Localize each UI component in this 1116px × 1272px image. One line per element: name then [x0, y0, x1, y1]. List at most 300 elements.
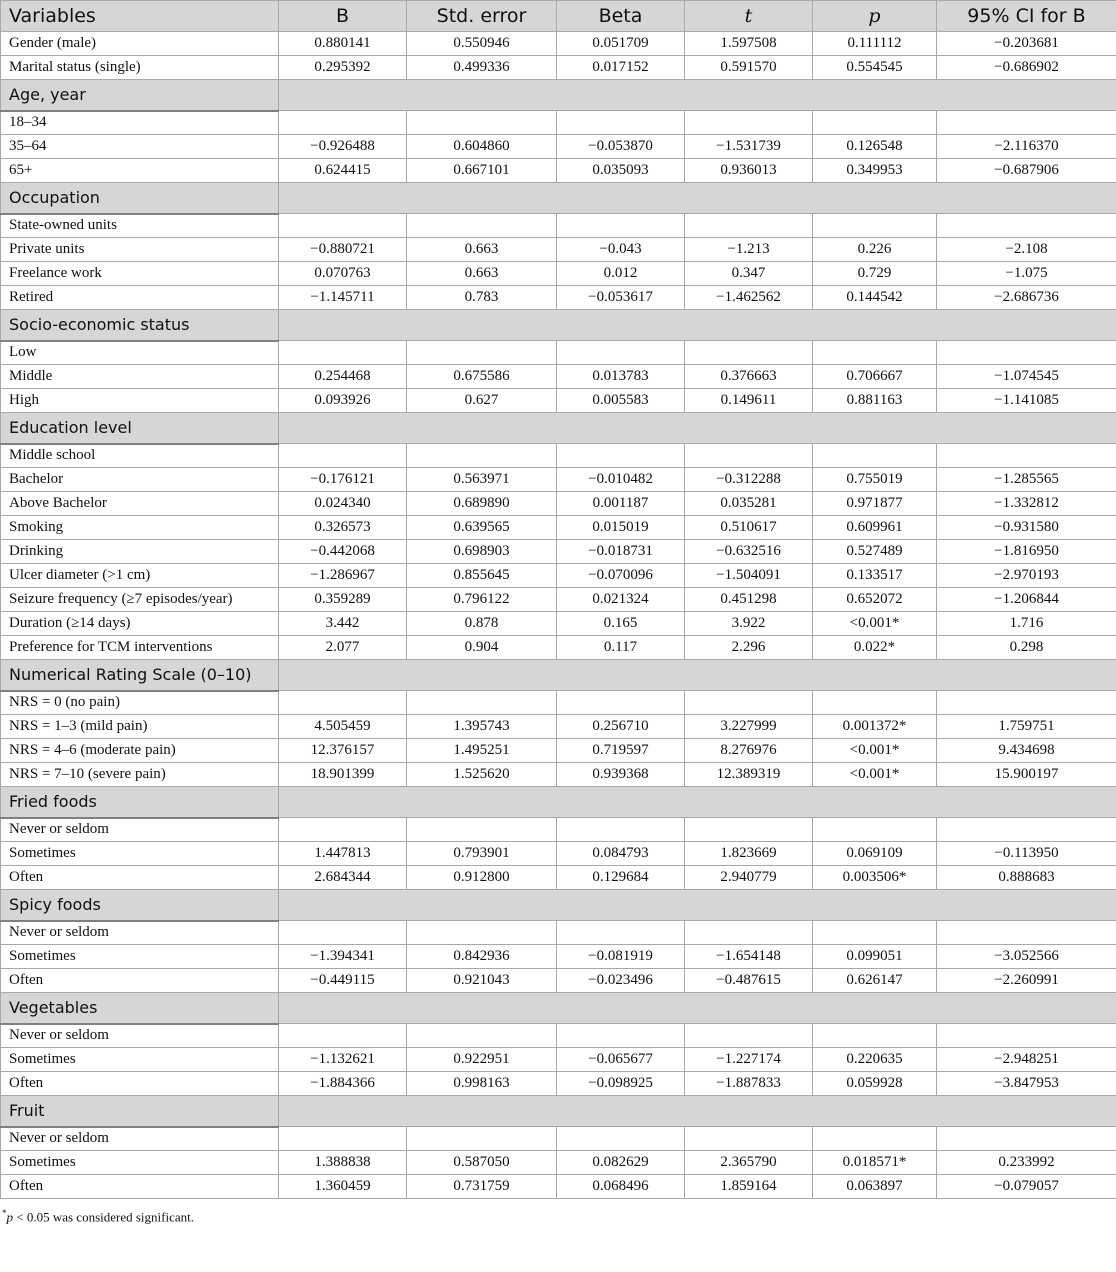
- b-cell: 1.360459: [279, 1175, 407, 1199]
- variable-cell: NRS = 0 (no pain): [1, 691, 279, 715]
- beta-cell: 0.005583: [557, 389, 685, 413]
- section-fill: [279, 310, 1116, 341]
- variable-cell: Sometimes: [1, 1151, 279, 1175]
- table-row: [1, 763, 1116, 787]
- t-cell: −1.213: [685, 238, 813, 262]
- p-cell: 0.111112: [813, 32, 937, 56]
- std-error-cell: 0.878: [407, 612, 557, 636]
- table-row: [1, 866, 1116, 890]
- b-cell: [279, 921, 407, 945]
- t-cell: [685, 818, 813, 842]
- ci-cell: 0.233992: [937, 1151, 1116, 1175]
- section-label: Occupation: [1, 183, 279, 214]
- t-cell: −1.654148: [685, 945, 813, 969]
- p-cell: 0.226: [813, 238, 937, 262]
- t-cell: [685, 691, 813, 715]
- t-cell: 0.347: [685, 262, 813, 286]
- variable-cell: NRS = 7–10 (severe pain): [1, 763, 279, 787]
- variable-cell: Sometimes: [1, 1048, 279, 1072]
- header-b: B: [279, 1, 407, 32]
- variable-cell: Freelance work: [1, 262, 279, 286]
- variable-cell: 65+: [1, 159, 279, 183]
- ci-cell: −3.847953: [937, 1072, 1116, 1096]
- std-error-cell: 0.698903: [407, 540, 557, 564]
- variable-cell: Ulcer diameter (>1 cm): [1, 564, 279, 588]
- variable-cell: Seizure frequency (≥7 episodes/year): [1, 588, 279, 612]
- std-error-cell: [407, 691, 557, 715]
- beta-cell: [557, 1127, 685, 1151]
- ci-cell: −0.686902: [937, 56, 1116, 80]
- p-cell: 0.063897: [813, 1175, 937, 1199]
- section-fill: [279, 413, 1116, 444]
- header-95-ci: 95% CI for B: [937, 1, 1116, 32]
- variable-cell: 18–34: [1, 111, 279, 135]
- ci-cell: [937, 1024, 1116, 1048]
- b-cell: 0.880141: [279, 32, 407, 56]
- table-row: [1, 135, 1116, 159]
- section-row: [1, 660, 1116, 691]
- b-cell: −0.880721: [279, 238, 407, 262]
- ci-cell: −1.206844: [937, 588, 1116, 612]
- ci-cell: −0.687906: [937, 159, 1116, 183]
- b-cell: 0.070763: [279, 262, 407, 286]
- p-cell: 0.755019: [813, 468, 937, 492]
- t-cell: [685, 444, 813, 468]
- beta-cell: 0.021324: [557, 588, 685, 612]
- variable-cell: Sometimes: [1, 842, 279, 866]
- std-error-cell: [407, 111, 557, 135]
- beta-cell: 0.084793: [557, 842, 685, 866]
- p-cell: 0.609961: [813, 516, 937, 540]
- footnote-text: < 0.05 was considered significant.: [13, 1209, 194, 1225]
- ci-cell: −0.113950: [937, 842, 1116, 866]
- std-error-cell: 1.525620: [407, 763, 557, 787]
- variable-cell: Never or seldom: [1, 921, 279, 945]
- b-cell: −0.926488: [279, 135, 407, 159]
- variable-cell: Sometimes: [1, 945, 279, 969]
- ci-cell: −2.970193: [937, 564, 1116, 588]
- p-cell: [813, 111, 937, 135]
- header-t: t: [685, 1, 813, 32]
- t-cell: 0.035281: [685, 492, 813, 516]
- b-cell: 0.624415: [279, 159, 407, 183]
- t-cell: −0.312288: [685, 468, 813, 492]
- header-row: [1, 1, 1116, 32]
- std-error-cell: 0.783: [407, 286, 557, 310]
- p-cell: <0.001*: [813, 612, 937, 636]
- t-cell: −0.487615: [685, 969, 813, 993]
- std-error-cell: 0.793901: [407, 842, 557, 866]
- b-cell: 1.388838: [279, 1151, 407, 1175]
- beta-cell: 0.017152: [557, 56, 685, 80]
- beta-cell: −0.043: [557, 238, 685, 262]
- ci-cell: 9.434698: [937, 739, 1116, 763]
- section-label: Spicy foods: [1, 890, 279, 921]
- p-cell: 0.099051: [813, 945, 937, 969]
- table-row: [1, 1024, 1116, 1048]
- t-cell: 0.376663: [685, 365, 813, 389]
- variable-cell: NRS = 1–3 (mild pain): [1, 715, 279, 739]
- p-cell: <0.001*: [813, 739, 937, 763]
- std-error-cell: 0.604860: [407, 135, 557, 159]
- variable-cell: Above Bachelor: [1, 492, 279, 516]
- std-error-cell: 0.587050: [407, 1151, 557, 1175]
- ci-cell: −2.260991: [937, 969, 1116, 993]
- b-cell: [279, 1127, 407, 1151]
- std-error-cell: 0.998163: [407, 1072, 557, 1096]
- ci-cell: [937, 111, 1116, 135]
- variable-cell: Middle: [1, 365, 279, 389]
- table-row: [1, 365, 1116, 389]
- table-row: [1, 1127, 1116, 1151]
- section-label: Vegetables: [1, 993, 279, 1024]
- ci-cell: −2.116370: [937, 135, 1116, 159]
- section-fill: [279, 993, 1116, 1024]
- beta-cell: −0.070096: [557, 564, 685, 588]
- std-error-cell: 0.627: [407, 389, 557, 413]
- p-cell: [813, 1127, 937, 1151]
- variable-cell: Bachelor: [1, 468, 279, 492]
- p-cell: [813, 214, 937, 238]
- b-cell: 2.077: [279, 636, 407, 660]
- section-fill: [279, 787, 1116, 818]
- table-row: [1, 969, 1116, 993]
- t-cell: 1.859164: [685, 1175, 813, 1199]
- ci-cell: −2.108: [937, 238, 1116, 262]
- variable-cell: NRS = 4–6 (moderate pain): [1, 739, 279, 763]
- p-cell: [813, 341, 937, 365]
- section-row: [1, 80, 1116, 111]
- t-cell: 2.940779: [685, 866, 813, 890]
- ci-cell: −0.203681: [937, 32, 1116, 56]
- variable-cell: 35–64: [1, 135, 279, 159]
- variable-cell: Never or seldom: [1, 1127, 279, 1151]
- p-cell: 0.527489: [813, 540, 937, 564]
- t-cell: 2.365790: [685, 1151, 813, 1175]
- b-cell: 0.093926: [279, 389, 407, 413]
- t-cell: 3.227999: [685, 715, 813, 739]
- table-row: [1, 238, 1116, 262]
- ci-cell: −2.686736: [937, 286, 1116, 310]
- section-row: [1, 183, 1116, 214]
- table-row: [1, 921, 1116, 945]
- b-cell: 1.447813: [279, 842, 407, 866]
- std-error-cell: [407, 1024, 557, 1048]
- table-row: [1, 159, 1116, 183]
- table-row: [1, 945, 1116, 969]
- b-cell: 0.254468: [279, 365, 407, 389]
- ci-cell: −1.074545: [937, 365, 1116, 389]
- table-row: [1, 588, 1116, 612]
- variable-cell: High: [1, 389, 279, 413]
- section-fill: [279, 1096, 1116, 1127]
- ci-cell: −1.816950: [937, 540, 1116, 564]
- beta-cell: 0.939368: [557, 763, 685, 787]
- beta-cell: [557, 1024, 685, 1048]
- table-row: [1, 262, 1116, 286]
- p-cell: <0.001*: [813, 763, 937, 787]
- p-cell: 0.971877: [813, 492, 937, 516]
- section-row: [1, 1096, 1116, 1127]
- variable-cell: Never or seldom: [1, 818, 279, 842]
- ci-cell: 0.298: [937, 636, 1116, 660]
- b-cell: 2.684344: [279, 866, 407, 890]
- b-cell: −1.394341: [279, 945, 407, 969]
- header-p: p: [813, 1, 937, 32]
- std-error-cell: 1.495251: [407, 739, 557, 763]
- header-beta: Beta: [557, 1, 685, 32]
- t-cell: 1.823669: [685, 842, 813, 866]
- variable-cell: Often: [1, 969, 279, 993]
- table-row: [1, 516, 1116, 540]
- footnote-marker: *: [2, 1208, 7, 1218]
- table-row: [1, 612, 1116, 636]
- std-error-cell: 0.663: [407, 238, 557, 262]
- std-error-cell: 0.796122: [407, 588, 557, 612]
- p-cell: 0.126548: [813, 135, 937, 159]
- b-cell: 0.326573: [279, 516, 407, 540]
- variable-cell: Preference for TCM interventions: [1, 636, 279, 660]
- std-error-cell: 0.667101: [407, 159, 557, 183]
- variable-cell: Never or seldom: [1, 1024, 279, 1048]
- beta-cell: 0.015019: [557, 516, 685, 540]
- b-cell: [279, 111, 407, 135]
- beta-cell: 0.001187: [557, 492, 685, 516]
- t-cell: 8.276976: [685, 739, 813, 763]
- beta-cell: −0.053870: [557, 135, 685, 159]
- std-error-cell: 0.663: [407, 262, 557, 286]
- section-fill: [279, 80, 1116, 111]
- t-cell: 2.296: [685, 636, 813, 660]
- footnote: [2, 1208, 1116, 1225]
- p-cell: 0.069109: [813, 842, 937, 866]
- t-cell: −1.462562: [685, 286, 813, 310]
- variable-cell: Retired: [1, 286, 279, 310]
- table-row: [1, 636, 1116, 660]
- std-error-cell: 0.550946: [407, 32, 557, 56]
- p-cell: [813, 444, 937, 468]
- ci-cell: −3.052566: [937, 945, 1116, 969]
- variable-cell: Duration (≥14 days): [1, 612, 279, 636]
- ci-cell: 1.716: [937, 612, 1116, 636]
- section-row: [1, 310, 1116, 341]
- beta-cell: 0.256710: [557, 715, 685, 739]
- beta-cell: −0.018731: [557, 540, 685, 564]
- std-error-cell: 0.563971: [407, 468, 557, 492]
- table-row: [1, 32, 1116, 56]
- beta-cell: 0.719597: [557, 739, 685, 763]
- p-cell: 0.059928: [813, 1072, 937, 1096]
- p-cell: 0.706667: [813, 365, 937, 389]
- t-cell: 0.451298: [685, 588, 813, 612]
- p-cell: 0.144542: [813, 286, 937, 310]
- b-cell: [279, 691, 407, 715]
- b-cell: 4.505459: [279, 715, 407, 739]
- section-label: Education level: [1, 413, 279, 444]
- p-cell: [813, 1024, 937, 1048]
- t-cell: −0.632516: [685, 540, 813, 564]
- table-row: [1, 564, 1116, 588]
- t-cell: [685, 214, 813, 238]
- b-cell: −1.145711: [279, 286, 407, 310]
- section-row: [1, 993, 1116, 1024]
- variable-cell: Often: [1, 1072, 279, 1096]
- table-row: [1, 286, 1116, 310]
- beta-cell: 0.012: [557, 262, 685, 286]
- std-error-cell: 0.922951: [407, 1048, 557, 1072]
- table-row: [1, 214, 1116, 238]
- table-row: [1, 715, 1116, 739]
- table-row: [1, 492, 1116, 516]
- std-error-cell: [407, 921, 557, 945]
- std-error-cell: 0.499336: [407, 56, 557, 80]
- t-cell: 12.389319: [685, 763, 813, 787]
- b-cell: [279, 214, 407, 238]
- ci-cell: 0.888683: [937, 866, 1116, 890]
- variable-cell: Drinking: [1, 540, 279, 564]
- beta-cell: 0.165: [557, 612, 685, 636]
- std-error-cell: [407, 444, 557, 468]
- std-error-cell: 0.912800: [407, 866, 557, 890]
- b-cell: 3.442: [279, 612, 407, 636]
- p-cell: [813, 921, 937, 945]
- section-label: Socio-economic status: [1, 310, 279, 341]
- std-error-cell: 0.842936: [407, 945, 557, 969]
- table-row: [1, 691, 1116, 715]
- ci-cell: [937, 341, 1116, 365]
- b-cell: −1.132621: [279, 1048, 407, 1072]
- variable-cell: State-owned units: [1, 214, 279, 238]
- t-cell: 0.936013: [685, 159, 813, 183]
- header-std-error: Std. error: [407, 1, 557, 32]
- beta-cell: −0.065677: [557, 1048, 685, 1072]
- std-error-cell: 0.904: [407, 636, 557, 660]
- section-label: Fruit: [1, 1096, 279, 1127]
- table-row: [1, 389, 1116, 413]
- std-error-cell: 0.675586: [407, 365, 557, 389]
- t-cell: −1.887833: [685, 1072, 813, 1096]
- p-cell: 0.001372*: [813, 715, 937, 739]
- ci-cell: −1.285565: [937, 468, 1116, 492]
- ci-cell: −0.931580: [937, 516, 1116, 540]
- beta-cell: 0.068496: [557, 1175, 685, 1199]
- std-error-cell: 0.921043: [407, 969, 557, 993]
- p-cell: 0.022*: [813, 636, 937, 660]
- b-cell: 0.024340: [279, 492, 407, 516]
- table-row: [1, 818, 1116, 842]
- variable-cell: Private units: [1, 238, 279, 262]
- ci-cell: −0.079057: [937, 1175, 1116, 1199]
- beta-cell: [557, 111, 685, 135]
- variable-cell: Gender (male): [1, 32, 279, 56]
- t-cell: [685, 921, 813, 945]
- ci-cell: [937, 691, 1116, 715]
- t-cell: [685, 341, 813, 365]
- beta-cell: 0.117: [557, 636, 685, 660]
- beta-cell: [557, 691, 685, 715]
- b-cell: −1.286967: [279, 564, 407, 588]
- table-row: [1, 1151, 1116, 1175]
- b-cell: [279, 818, 407, 842]
- table-row: [1, 842, 1116, 866]
- std-error-cell: [407, 214, 557, 238]
- section-label: Fried foods: [1, 787, 279, 818]
- ci-cell: [937, 818, 1116, 842]
- table-row: [1, 1048, 1116, 1072]
- footnote-symbol: p: [6, 1209, 13, 1225]
- section-row: [1, 413, 1116, 444]
- p-cell: 0.349953: [813, 159, 937, 183]
- p-cell: 0.881163: [813, 389, 937, 413]
- t-cell: 1.597508: [685, 32, 813, 56]
- std-error-cell: 1.395743: [407, 715, 557, 739]
- std-error-cell: [407, 818, 557, 842]
- std-error-cell: 0.689890: [407, 492, 557, 516]
- section-fill: [279, 890, 1116, 921]
- table-row: [1, 56, 1116, 80]
- ci-cell: [937, 444, 1116, 468]
- variable-cell: Often: [1, 866, 279, 890]
- beta-cell: −0.053617: [557, 286, 685, 310]
- table-row: [1, 1175, 1116, 1199]
- b-cell: 0.295392: [279, 56, 407, 80]
- b-cell: [279, 444, 407, 468]
- b-cell: 18.901399: [279, 763, 407, 787]
- beta-cell: [557, 214, 685, 238]
- table-row: [1, 341, 1116, 365]
- section-label: Numerical Rating Scale (0–10): [1, 660, 279, 691]
- ci-cell: −1.075: [937, 262, 1116, 286]
- ci-cell: [937, 921, 1116, 945]
- p-cell: 0.003506*: [813, 866, 937, 890]
- p-cell: 0.220635: [813, 1048, 937, 1072]
- p-cell: 0.554545: [813, 56, 937, 80]
- std-error-cell: [407, 341, 557, 365]
- b-cell: −1.884366: [279, 1072, 407, 1096]
- ci-cell: −1.332812: [937, 492, 1116, 516]
- beta-cell: −0.010482: [557, 468, 685, 492]
- t-cell: −1.531739: [685, 135, 813, 159]
- p-cell: 0.729: [813, 262, 937, 286]
- b-cell: −0.442068: [279, 540, 407, 564]
- beta-cell: 0.082629: [557, 1151, 685, 1175]
- variable-cell: Middle school: [1, 444, 279, 468]
- t-cell: −1.227174: [685, 1048, 813, 1072]
- beta-cell: [557, 818, 685, 842]
- beta-cell: 0.051709: [557, 32, 685, 56]
- beta-cell: 0.129684: [557, 866, 685, 890]
- ci-cell: [937, 214, 1116, 238]
- table-row: [1, 540, 1116, 564]
- p-cell: [813, 691, 937, 715]
- t-cell: 0.591570: [685, 56, 813, 80]
- table-row: [1, 468, 1116, 492]
- p-cell: [813, 818, 937, 842]
- section-fill: [279, 660, 1116, 691]
- variable-cell: Marital status (single): [1, 56, 279, 80]
- ci-cell: −1.141085: [937, 389, 1116, 413]
- std-error-cell: 0.731759: [407, 1175, 557, 1199]
- beta-cell: 0.035093: [557, 159, 685, 183]
- beta-cell: −0.023496: [557, 969, 685, 993]
- beta-cell: [557, 444, 685, 468]
- t-cell: [685, 1024, 813, 1048]
- b-cell: 12.376157: [279, 739, 407, 763]
- table-row: [1, 444, 1116, 468]
- section-label: Age, year: [1, 80, 279, 111]
- b-cell: −0.176121: [279, 468, 407, 492]
- beta-cell: 0.013783: [557, 365, 685, 389]
